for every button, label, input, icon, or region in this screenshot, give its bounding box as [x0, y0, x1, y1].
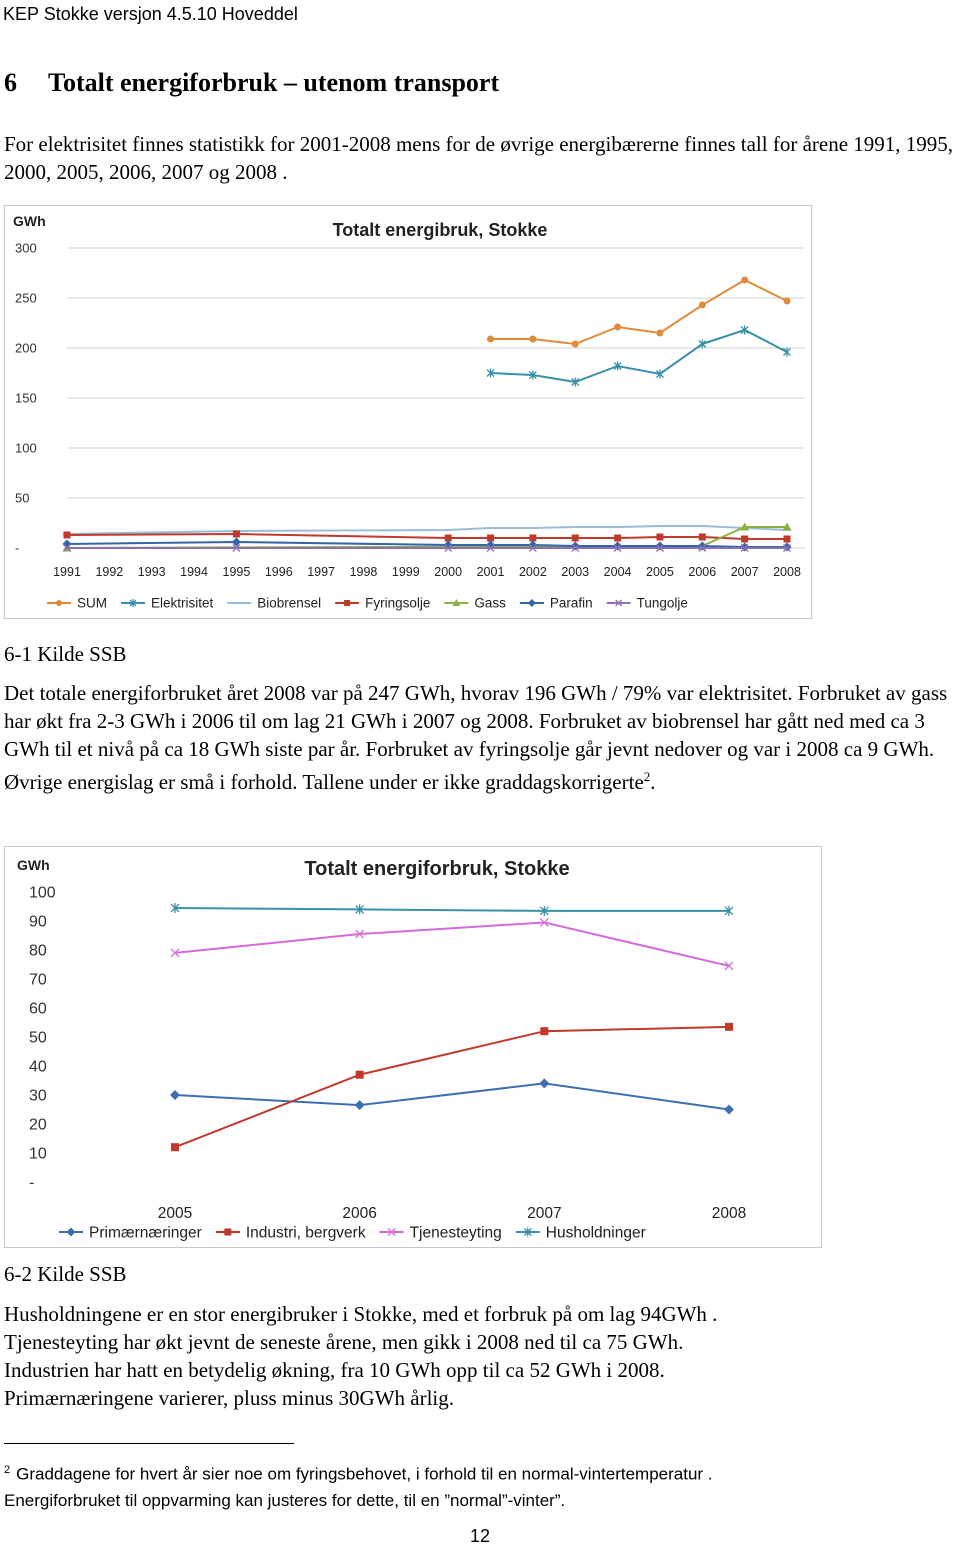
data-point-marker	[487, 336, 494, 343]
y-tick-label: 50	[29, 1029, 47, 1047]
paragraph-2-text	[4, 679, 958, 796]
data-point-marker	[656, 534, 663, 541]
paragraph-3	[4, 1300, 958, 1412]
x-tick-label: 2005	[646, 565, 674, 579]
page-number: 12	[469, 1526, 491, 1546]
data-point-marker	[528, 599, 536, 607]
caption-1-text: 6-1 Kilde SSB	[4, 642, 127, 666]
caption-2-text: 6-2 Kilde SSB	[4, 1262, 127, 1286]
data-point-marker	[224, 1229, 231, 1236]
legend-label: Fyringsolje	[365, 595, 431, 611]
x-tick-label: 1993	[137, 565, 166, 579]
legend-label: Gass	[474, 595, 506, 611]
series-line	[67, 526, 787, 534]
y-tick-label: -	[15, 540, 20, 556]
x-tick-label: 2001	[476, 565, 505, 579]
y-tick-label: 90	[29, 913, 47, 931]
paragraph-2	[4, 679, 958, 796]
x-tick-label: 1994	[180, 565, 208, 579]
series-line	[175, 908, 729, 911]
footnote-reference: 2	[643, 769, 651, 784]
chart-energibruk	[4, 205, 812, 619]
legend-label: SUM	[77, 595, 107, 611]
data-point-marker	[540, 1027, 548, 1035]
data-point-marker	[784, 536, 791, 543]
x-tick-label: 2008	[711, 1205, 747, 1222]
data-point-marker	[529, 535, 536, 542]
chart1-svg	[5, 206, 811, 618]
footnote-mark: 2	[4, 1464, 11, 1476]
footnote-line: Graddagene for hvert år sier noe om fyringsbehovet, i forhold til en normal-vintertemperatur .	[16, 1464, 713, 1484]
y-tick-label: 40	[29, 1058, 47, 1076]
data-point-marker	[529, 336, 536, 343]
legend-label: Husholdninger	[545, 1224, 646, 1242]
data-point-marker	[572, 535, 579, 542]
x-tick-label: 2003	[561, 565, 590, 579]
paragraph-3-line: Primærnæringene varierer, pluss minus 30GWh årlig.	[4, 1386, 454, 1410]
paragraph-3-line: Husholdningene er en stor energibruker i Stokke, med et forbruk på om lag 94GWh .	[4, 1302, 718, 1326]
legend-label: Biobrensel	[257, 595, 322, 611]
y-tick-label: 100	[15, 440, 37, 456]
legend-label: Parafin	[549, 595, 593, 611]
x-tick-label: 1997	[307, 565, 336, 579]
data-point-marker	[355, 1100, 365, 1110]
y-tick-label: 250	[15, 290, 37, 306]
y-tick-label: 100	[29, 884, 56, 902]
data-point-marker	[614, 535, 621, 542]
x-tick-label: 1992	[95, 565, 124, 579]
x-tick-label: 2000	[434, 565, 463, 579]
legend-label: Tungolje	[636, 595, 688, 611]
section-number: 6	[4, 68, 17, 97]
y-tick-label: 50	[15, 490, 30, 506]
data-point-marker	[699, 534, 706, 541]
x-tick-label: 2006	[342, 1205, 377, 1222]
y-axis-unit-label: GWh	[13, 213, 46, 229]
data-point-marker	[784, 298, 791, 305]
y-tick-label: 60	[29, 1000, 47, 1018]
series-line	[175, 1083, 729, 1109]
data-point-marker	[56, 600, 62, 606]
x-tick-label: 1995	[222, 565, 251, 579]
x-tick-label: 2007	[527, 1205, 562, 1222]
data-point-marker	[67, 1228, 76, 1237]
x-tick-label: 2002	[518, 565, 547, 579]
y-tick-label: 20	[29, 1116, 47, 1134]
x-tick-label: 1991	[53, 565, 81, 579]
data-point-marker	[724, 1105, 734, 1115]
y-tick-label: 70	[29, 971, 47, 989]
data-point-marker	[741, 277, 748, 284]
data-point-marker	[741, 536, 748, 543]
y-tick-label: 150	[15, 390, 37, 406]
paragraph-2-body: Det totale energiforbruket året 2008 var på 247 GWh, hvorav 196 GWh / 79% var elektrisitet. Forbruket av gass har økt fra 2-3 GWh i 2006 til om lag 21 GWh i 2007 og 2008. Forbruket av biobrensel har gått ned med ca 3 GWh til et nivå på ca 18 GWh siste par år. Forbruket av fyringsolje går jevnt nedover og var i 2008 ca 9 GWh. Øvrige energislag er små i forhold. Tallene under er ikke graddagskorrigerte	[4, 681, 948, 794]
x-tick-label: 2007	[730, 565, 759, 579]
y-tick-label: 300	[15, 240, 37, 256]
data-point-marker	[539, 1078, 549, 1088]
legend-label: Primærnæringer	[89, 1224, 202, 1242]
data-point-marker	[487, 535, 494, 542]
y-tick-label: 200	[15, 340, 37, 356]
chart-energiforbruk	[4, 846, 822, 1248]
data-point-marker	[233, 531, 240, 538]
section-title: Totalt energiforbruk – utenom transport	[48, 68, 500, 97]
x-tick-label: 2004	[603, 565, 632, 579]
x-tick-label: 1998	[349, 565, 378, 579]
intro-paragraph	[4, 130, 958, 186]
data-point-marker	[784, 348, 791, 357]
data-point-marker	[171, 1143, 179, 1151]
data-point-marker	[614, 324, 621, 331]
paragraph-2-end: .	[650, 770, 656, 794]
chart-title: Totalt energibruk, Stokke	[332, 220, 548, 240]
data-point-marker	[445, 535, 452, 542]
chart-title: Totalt energiforbruk, Stokke	[304, 858, 570, 880]
y-tick-label: 10	[29, 1145, 47, 1163]
series-line	[175, 1027, 729, 1147]
footnote-line: Energiforbruket til oppvarming kan justeres for dette, til en ”normal”-vinter”.	[4, 1490, 566, 1510]
legend-label: Industri, bergverk	[245, 1224, 366, 1242]
data-point-marker	[613, 542, 622, 551]
data-point-marker	[64, 532, 71, 539]
data-point-marker	[725, 1023, 733, 1031]
chart2-svg	[5, 847, 821, 1247]
x-tick-label: 2008	[773, 565, 801, 579]
data-point-marker	[655, 542, 664, 551]
caption-1	[4, 640, 958, 668]
y-tick-label: 30	[29, 1087, 47, 1105]
legend-label: Tjenesteyting	[409, 1224, 502, 1242]
series-line	[491, 280, 787, 344]
y-axis-unit-label: GWh	[17, 857, 50, 873]
data-point-marker	[170, 1090, 180, 1100]
footnote	[4, 1457, 954, 1514]
x-tick-label: 1999	[391, 565, 420, 579]
data-point-marker	[572, 341, 579, 348]
y-tick-label: 80	[29, 942, 47, 960]
data-point-marker	[571, 542, 580, 551]
series-line	[67, 534, 787, 539]
paragraph-3-line: Tjenesteyting har økt jevnt de seneste årene, men gikk i 2008 ned til ca 75 GWh.	[4, 1330, 684, 1354]
section-heading	[4, 68, 499, 98]
caption-2	[4, 1260, 958, 1288]
y-tick-label: -	[29, 1174, 35, 1192]
x-tick-label: 2005	[157, 1205, 193, 1222]
page-header: KEP Stokke versjon 4.5.10 Hoveddel	[3, 4, 298, 24]
x-tick-label: 2006	[688, 565, 717, 579]
series-line	[175, 922, 729, 966]
paragraph-3-line: Industrien har hatt en betydelig økning, fra 10 GWh opp til ca 52 GWh i 2008.	[4, 1358, 665, 1382]
legend-label: Elektrisitet	[151, 595, 214, 611]
x-tick-label: 1996	[264, 565, 293, 579]
data-point-marker	[656, 330, 663, 337]
data-point-marker	[699, 302, 706, 309]
data-point-marker	[344, 600, 350, 606]
footnote-separator	[4, 1443, 294, 1444]
intro-text: For elektrisitet finnes statistikk for 2001-2008 mens for de øvrige energibærerne finnes tall for årene 1991, 1995, 2000, 2005, 2006, 2007 og 2008 .	[4, 132, 954, 184]
data-point-marker	[356, 1071, 364, 1079]
